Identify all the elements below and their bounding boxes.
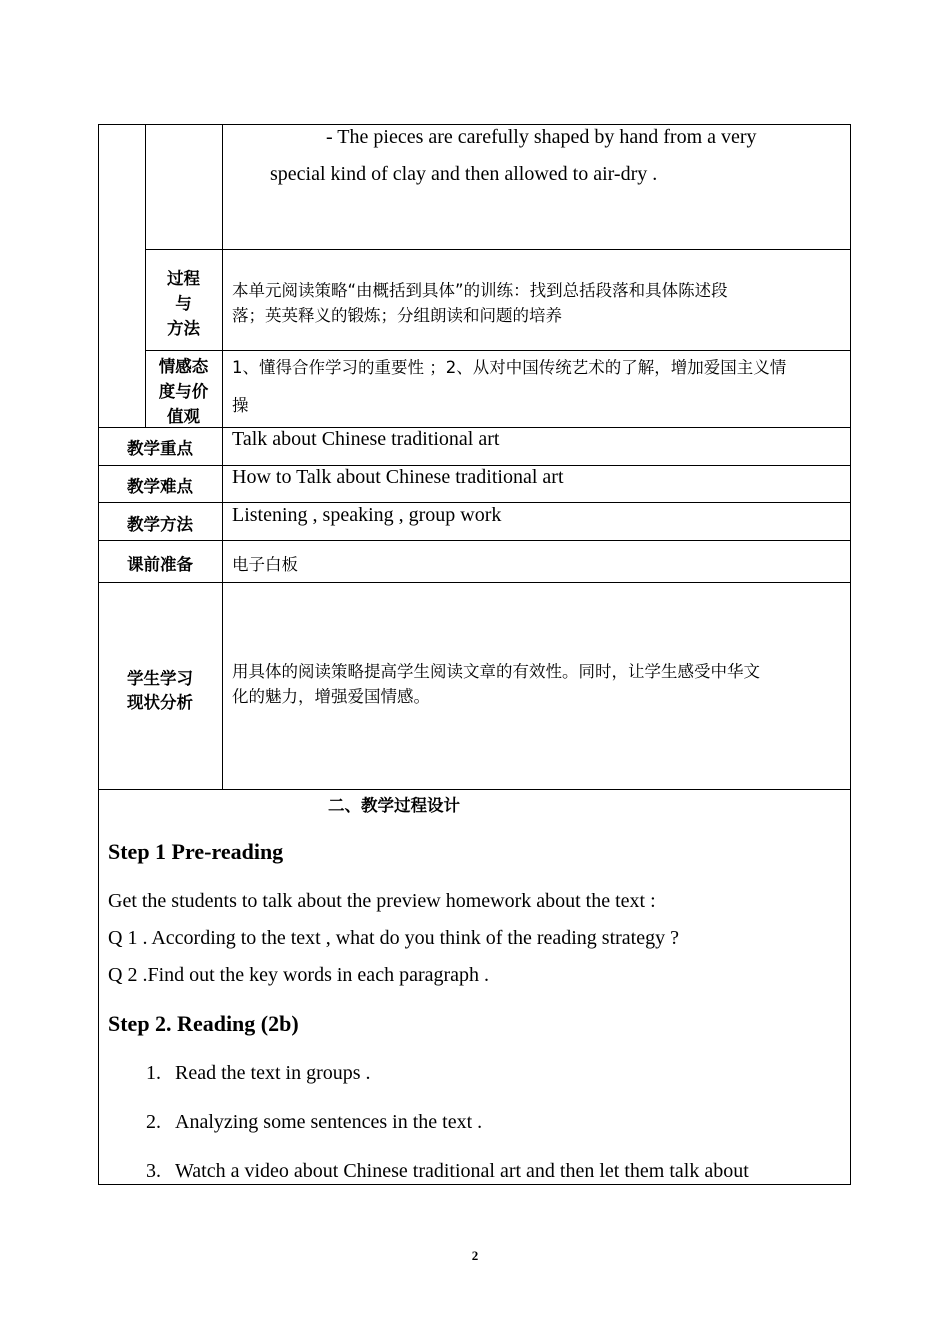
divider-h-7 [98,582,851,583]
question-2: Q 2 .Find out the key words in each paragraph . [108,964,490,986]
table-border-bottom [98,1184,851,1185]
divider-h-8 [98,789,851,790]
analysis-label-2: 现状分析 [127,693,193,712]
knowledge-text-line-1: - The pieces are carefully shaped by hand from a very [326,126,757,148]
list-item-text: Read the text in groups . [175,1062,371,1084]
page-number: 2 [471,1248,479,1263]
process-label-1: 过程 [167,269,200,288]
process-text-line-2: 落；英英释义的锻炼；分组朗读和问题的培养 [232,306,562,325]
table-border-left [98,124,99,1185]
difficult-points-value: How to Talk about Chinese traditional art [232,466,564,488]
process-label-3: 方法 [167,319,200,338]
step1-intro: Get the students to talk about the preview homework about the text : [108,890,656,912]
step2-title: Step 2. Reading (2b) [108,1011,299,1036]
analysis-text-line-1: 用具体的阅读策略提高学生阅读文章的有效性。同时，让学生感受中华文 [232,662,760,681]
analysis-text-line-2: 化的魅力，增强爱国情感。 [232,687,430,706]
key-points-value: Talk about Chinese traditional art [232,428,500,450]
teaching-method-value: Listening , speaking , group work [232,504,502,526]
list-item-number: 1. [146,1062,161,1084]
teaching-method-label: 教学方法 [127,515,193,534]
divider-h-6 [98,540,851,541]
process-text-line-1: 本单元阅读策略“由概括到具体”的训练：找到总括段落和具体陈述段 [232,281,728,300]
table-border-right [850,124,851,1185]
preparation-label: 课前准备 [127,555,193,574]
knowledge-text-line-2: special kind of clay and then allowed to air-dry . [270,163,658,185]
list-item-number: 2. [146,1111,161,1133]
divider-h-2 [145,350,851,351]
emotion-label-2: 度与价 [158,382,209,401]
preparation-value: 电子白板 [232,555,298,574]
list-item-text: Watch a video about Chinese traditional art and then let them talk about [175,1160,749,1182]
process-heading: 二、教学过程设计 [328,796,460,815]
lesson-plan-table [98,124,851,1185]
process-label-2: 与 [175,294,192,313]
list-item-text: Analyzing some sentences in the text . [175,1111,483,1133]
emotion-text-line-1: 1、懂得合作学习的重要性 ；2、从对中国传统艺术的了解，增加爱国主义情 [232,358,787,377]
emotion-text-line-2: 操 [232,396,249,415]
divider-v-2 [222,124,223,789]
list-item-number: 3. [146,1160,161,1182]
divider-h-5 [98,502,851,503]
emotion-label-1: 情感态 [158,357,209,376]
analysis-label-1: 学生学习 [127,669,193,688]
key-points-label: 教学重点 [127,439,193,458]
emotion-label-3: 值观 [167,407,200,426]
step1-title: Step 1 Pre-reading [108,839,284,864]
difficult-points-label: 教学难点 [127,477,193,496]
divider-h-1 [145,249,851,250]
question-1: Q 1 . According to the text , what do you think of the reading strategy ? [108,927,679,949]
table-border-top [98,124,851,125]
